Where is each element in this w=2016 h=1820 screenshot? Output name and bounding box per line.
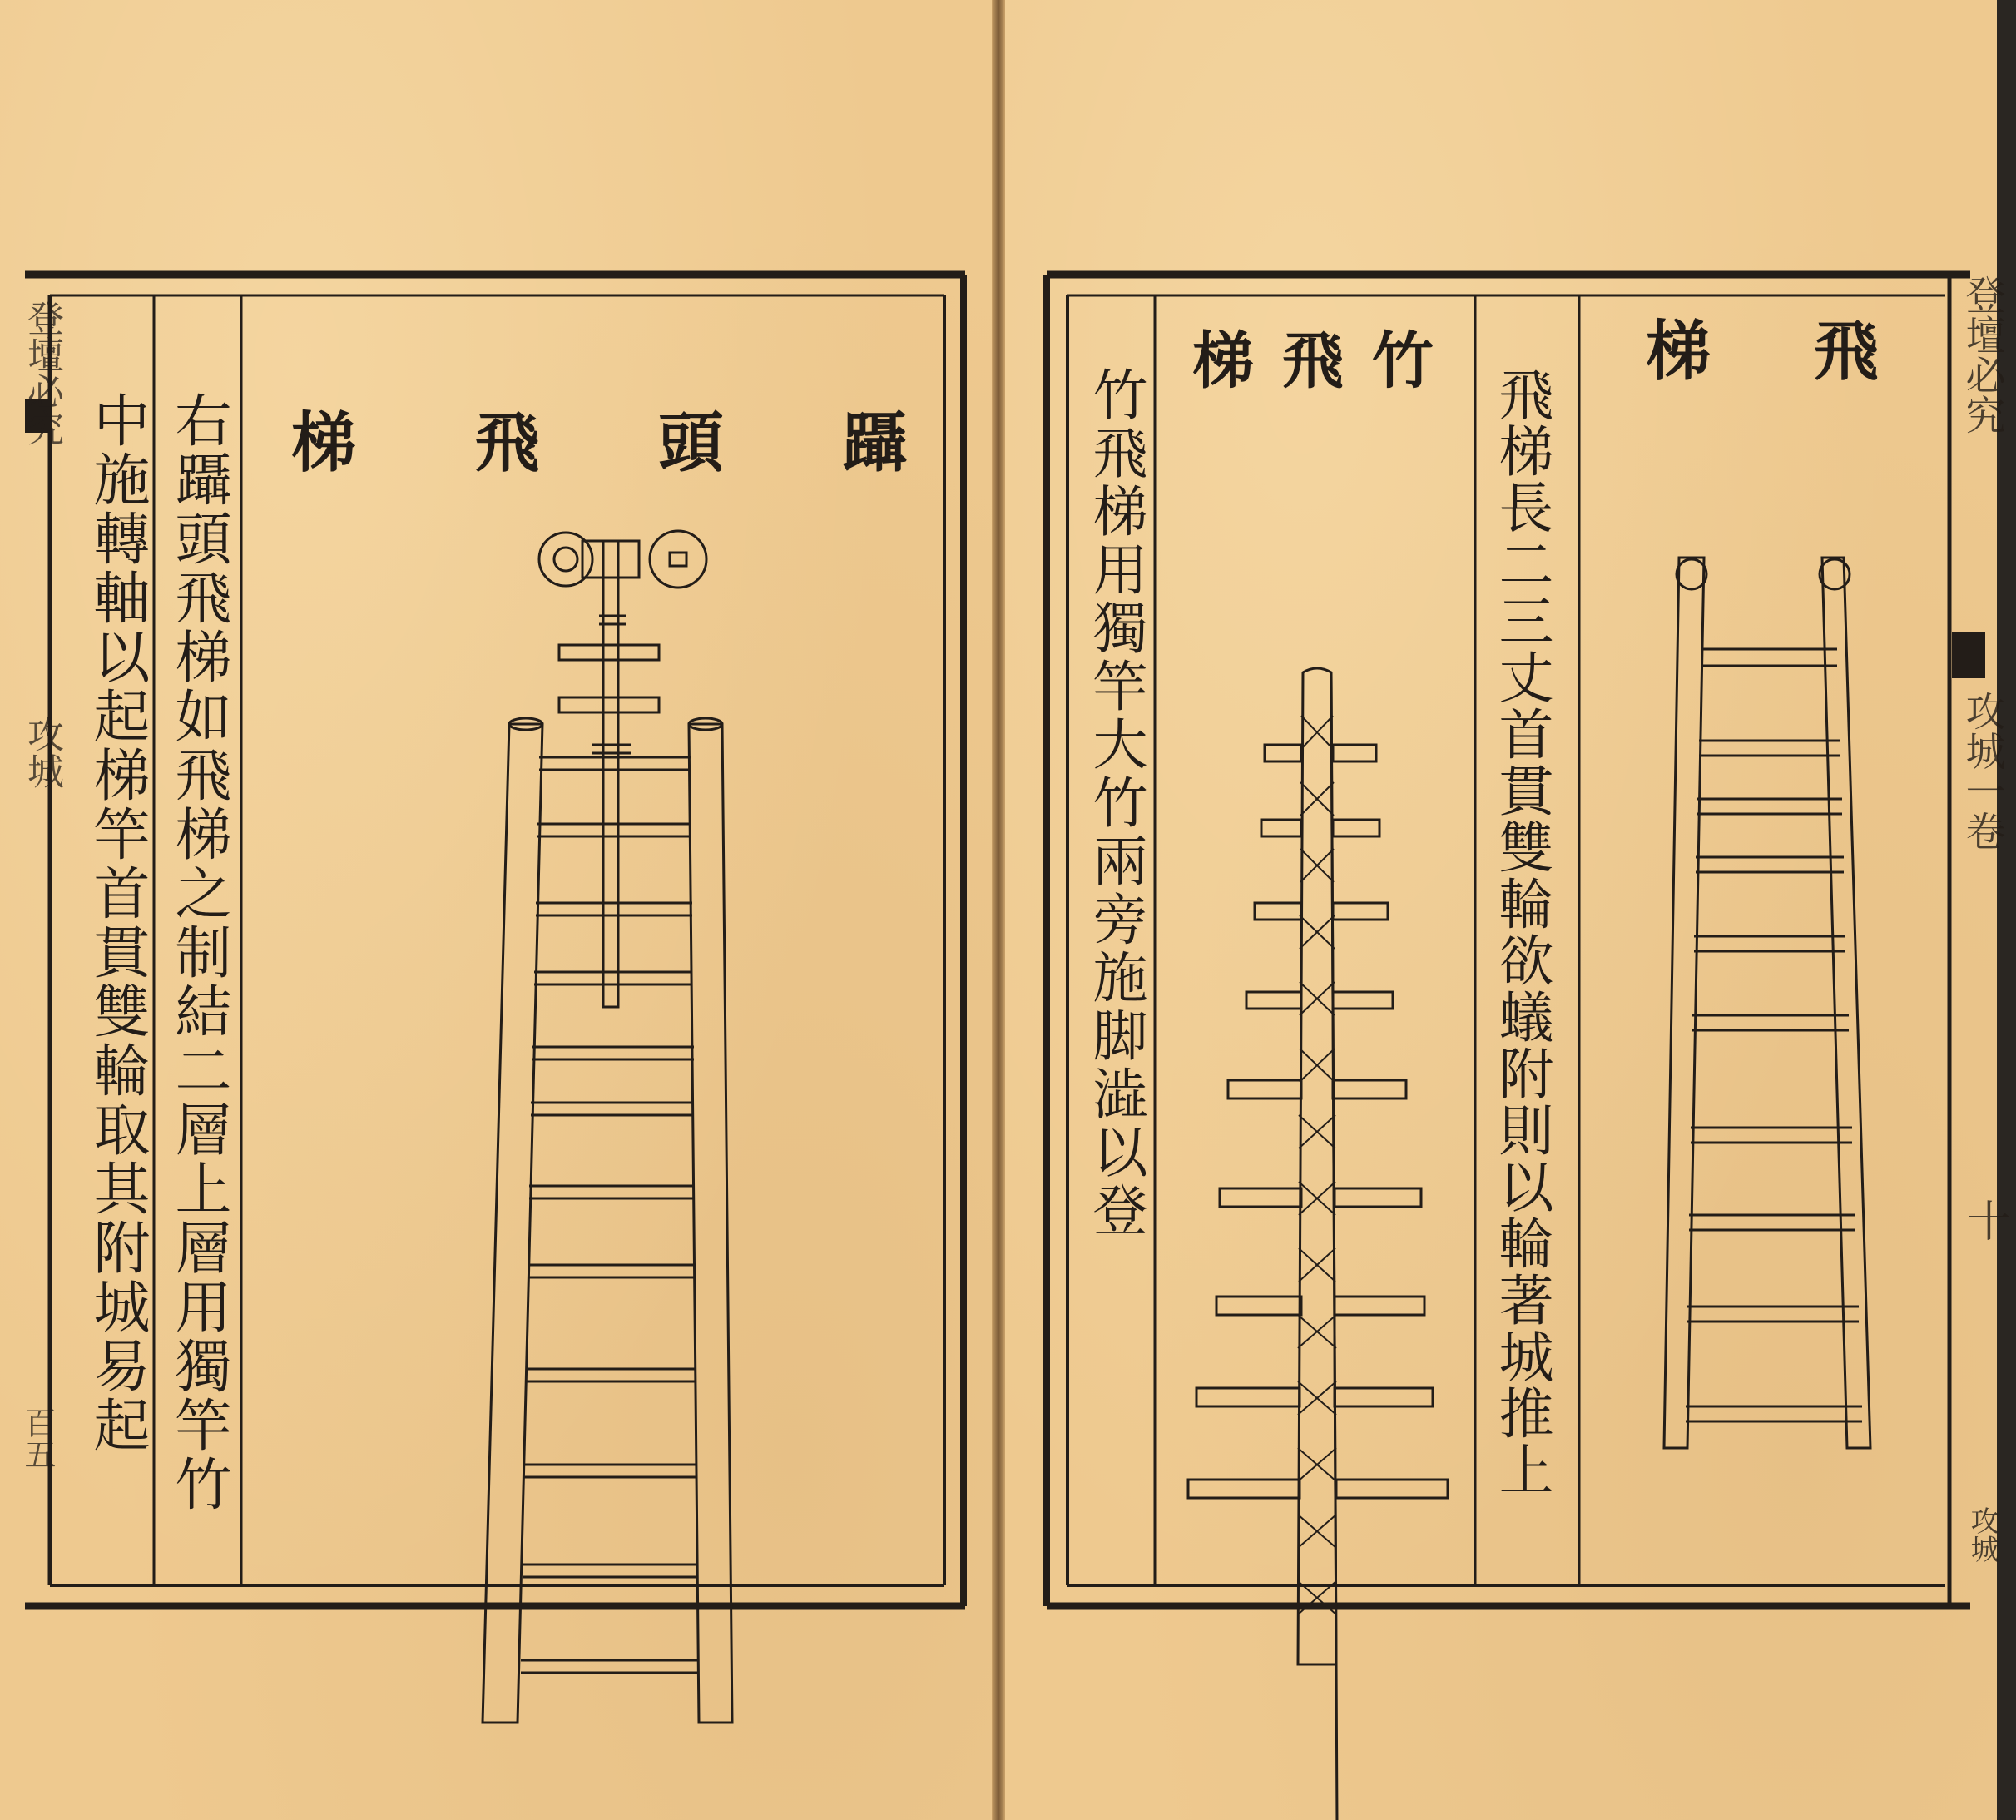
flying-ladder-illustration — [1664, 558, 1870, 1448]
title-char: 飛 — [1282, 325, 1344, 397]
title-char: 飛 — [1813, 314, 1879, 389]
title-char: 飛 — [474, 405, 540, 481]
left-margin-page: 百五 — [19, 1406, 56, 1470]
left-caption-line1: 右躡頭飛梯如飛梯之制結二層上層用獨竿竹 — [166, 391, 231, 1514]
right-margin-page-mark: 十 — [1959, 1198, 2009, 1242]
title-char: 梯 — [291, 405, 357, 481]
title-char: 梯 — [1646, 314, 1711, 389]
title-char: 躡 — [841, 405, 907, 481]
title-char: 竹 — [1372, 325, 1434, 397]
flying-ladder-title — [1646, 300, 1879, 393]
bamboo-ladder-caption: 竹飛梯用獨竿大竹兩旁施脚澁以登 — [1083, 366, 1147, 1240]
left-illustration-title — [291, 391, 907, 484]
title-char: 頭 — [658, 405, 724, 481]
right-margin-book-title: 登壇必究 — [1959, 275, 2005, 434]
title-char: 梯 — [1192, 325, 1254, 397]
flying-ladder-caption: 飛梯長二三丈首貫雙輪欲蟻附則以輪著城推上 — [1489, 366, 1553, 1498]
climbing-head-ladder-illustration — [483, 531, 732, 1723]
left-page — [0, 0, 992, 1820]
left-margin-section: 攻城 — [21, 716, 63, 789]
bamboo-ladder-title — [1192, 312, 1434, 400]
left-caption-line2: 中施轉軸以起梯竿首貫雙輪取其附城易起 — [84, 391, 150, 1455]
book-gutter — [992, 0, 1005, 1820]
right-margin-chapter: 攻城一卷 — [1959, 691, 2005, 850]
right-margin-section: 攻城 — [1965, 1506, 1999, 1563]
left-margin-book-title: 登壇必究 — [21, 300, 63, 446]
bamboo-ladder-illustration — [1188, 668, 1448, 1820]
right-page — [1005, 0, 2009, 1820]
